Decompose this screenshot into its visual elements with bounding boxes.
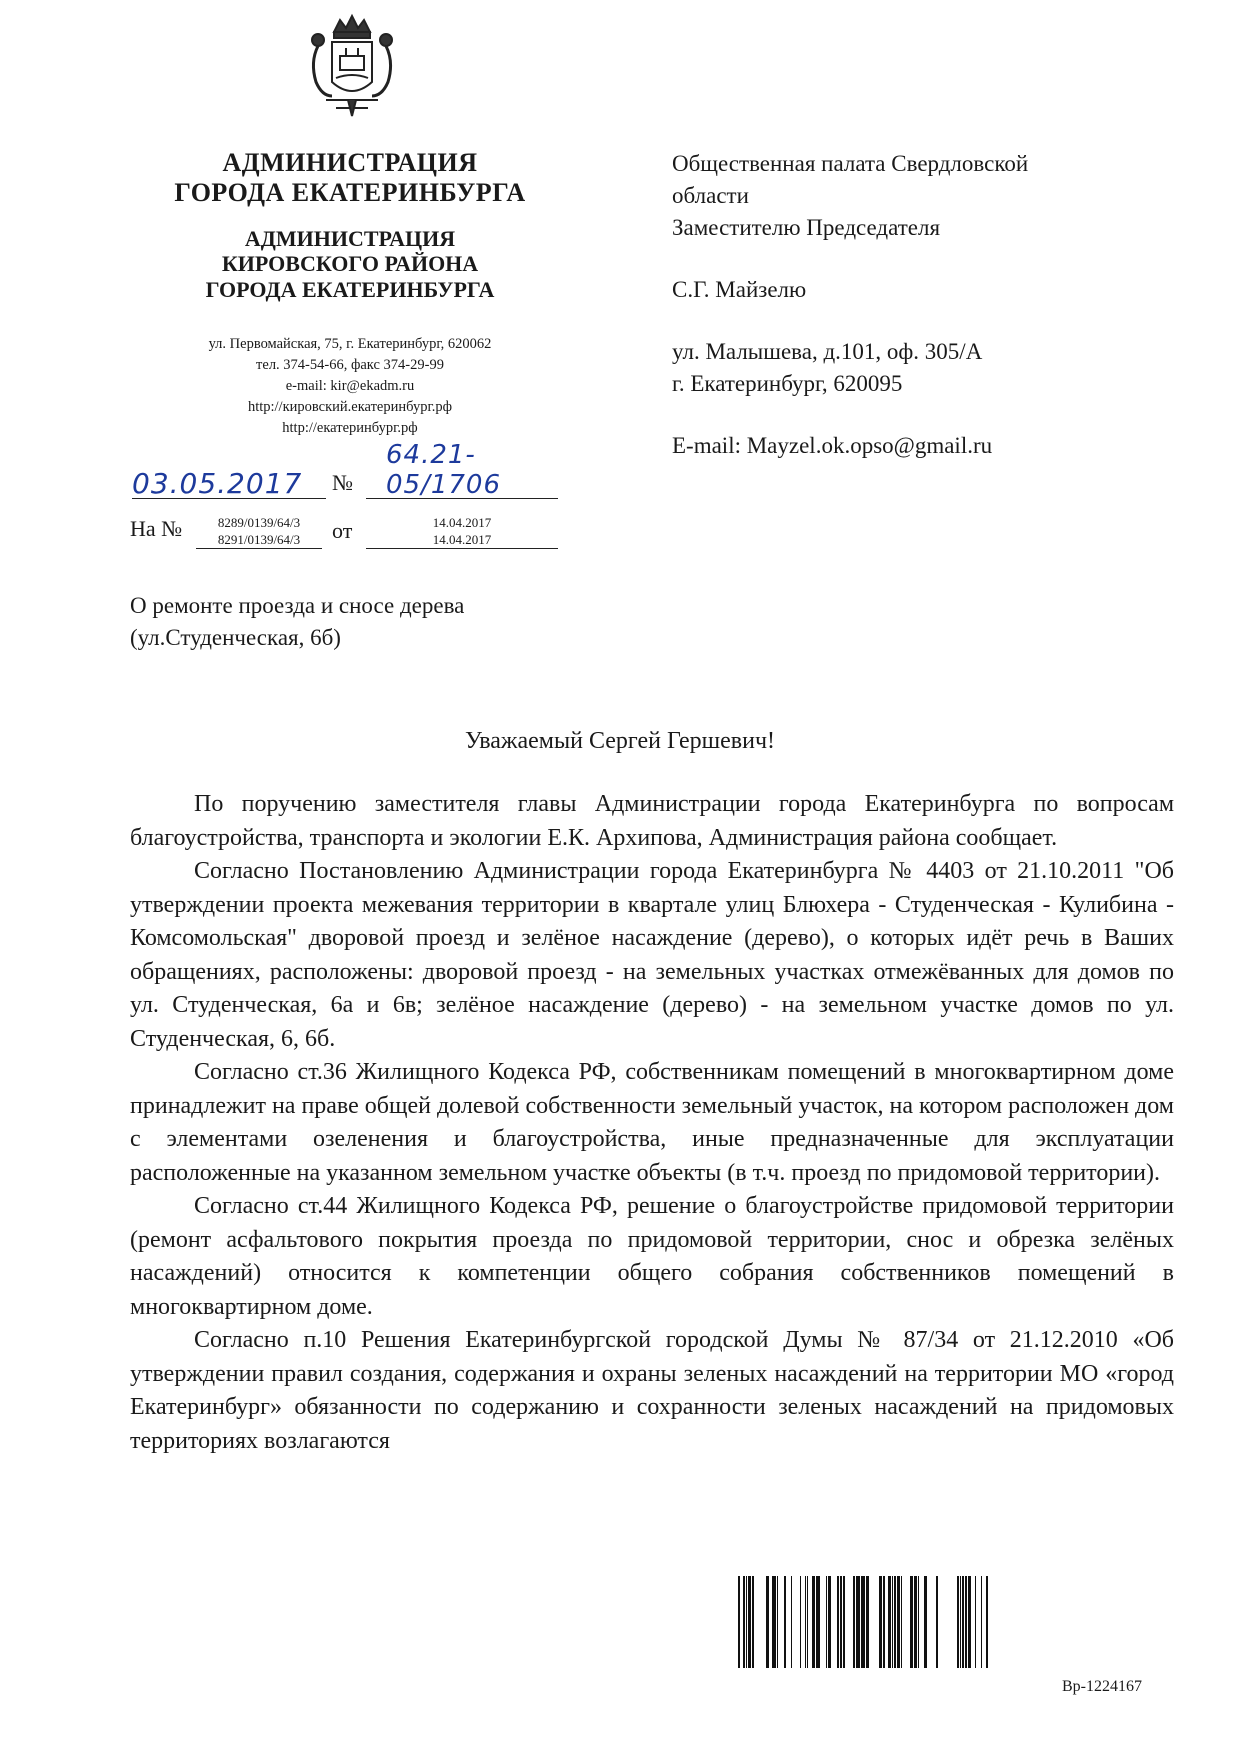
outgoing-number: 64.21-05/1706 (386, 440, 502, 500)
outgoing-number-field (366, 440, 558, 500)
barcode (738, 1576, 988, 1668)
subject-line-1: О ремонте проезда и сносе дерева (130, 593, 465, 618)
recipient-line-1: Общественная палата Свердловской (672, 151, 1029, 176)
body-paragraph-3: Согласно ст.36 Жилищного Кодекса РФ, собственникам помещений в многоквартирном доме принадлежит на праве общей долевой собственности земельный участок, на котором расположен дом с элементами озеленения и благоустройства, иные предназначенные для эксплуатации расположенные на указанном земельном участке объекты (в т.ч. проезд по придомовой территории). (130, 1059, 1174, 1186)
letter-body (130, 788, 1174, 1458)
org-address: ул. Первомайская, 75, г. Екатеринбург, 620062 (208, 336, 492, 352)
outgoing-date: 03.05.2017 (132, 467, 303, 500)
coat-of-arms-emblem (296, 12, 408, 122)
body-paragraph-5: Согласно п.10 Решения Екатеринбургской городской Думы № 87/34 от 21.12.2010 «Об утверждении правил создания, содержания и охраны зеленых насаждений на территории МО «город Екатеринбург» обязанности по содержанию и сохранности зеленых насаждений на придомовых территориях возлагаются (130, 1327, 1174, 1454)
sub-line-1: АДМИНИСТРАЦИЯ (244, 226, 456, 251)
org-email: e-mail: kir@ekadm.ru (285, 378, 415, 394)
org-url-2: http://екатеринбург.рф (282, 420, 418, 436)
org-line-2: ГОРОДА ЕКАТЕРИНБУРГА (174, 177, 526, 207)
org-header-district (110, 226, 590, 302)
body-paragraph-2: Согласно Постановлению Администрации города Екатеринбурга № 4403 от 21.10.2011 "Об утверждении проекта межевания территории в квартале улиц Блюхера - Студенческая - Кулибина - Комсомольская" дворовой проезд и зелёное насаждение (дерево), о которых идёт речь в Ваших обращениях, расположены: дворовой проезд - на земельных участках отмежёванных для домов по ул. Студенческая, 6а и 6в; зелёное насаждение (дерево) - на земельном участке домов по ул. Студенческая, 6, 6б. (130, 858, 1174, 1052)
body-paragraph-4: Согласно ст.44 Жилищного Кодекса РФ, решение о благоустройстве придомовой территории (ремонт асфальтового покрытия проезда по придомовой территории, снос и обрезка зелёных насаждений) относится к компетенции общего собрания собственников помещений в многоквартирном доме. (130, 1193, 1174, 1320)
registration-number: Вр-1224167 (1062, 1678, 1142, 1695)
org-header-city (110, 148, 590, 208)
sub-line-3: ГОРОДА ЕКАТЕРИНБУРГА (205, 276, 495, 302)
recipient-email: E-mail: Mayzel.ok.opso@gmail.ru (672, 433, 993, 458)
ref-label: На № (130, 516, 183, 541)
org-phone: тел. 374-54-66, факс 374-29-99 (256, 357, 444, 373)
ref-date-1: 14.04.2017 (432, 515, 492, 530)
greeting: Уважаемый Сергей Гершевич! (464, 728, 776, 754)
recipient-line-2: области (672, 183, 749, 208)
letter-subject (130, 590, 464, 654)
ref-date-2: 14.04.2017 (432, 532, 492, 547)
body-paragraph-1: По поручению заместителя главы Администрации города Екатеринбурга по вопросам благоустройства, транспорта и экологии Е.К. Архипова, Администрация района сообщает. (130, 791, 1174, 851)
number-label: № (332, 470, 353, 495)
recipient-name: С.Г. Майзелю (672, 277, 807, 302)
recipient-city: г. Екатеринбург, 620095 (672, 371, 903, 396)
recipient-street: ул. Малышева, д.101, оф. 305/А (672, 339, 983, 364)
org-contacts (110, 334, 590, 439)
sub-line-2: КИРОВСКОГО РАЙОНА (221, 251, 479, 277)
subject-line-2: (ул.Студенческая, 6б) (130, 625, 341, 650)
ref-dates (366, 514, 558, 549)
org-line-1: АДМИНИСТРАЦИЯ (222, 148, 478, 177)
ref-numbers (196, 514, 322, 549)
outgoing-date-field (132, 468, 326, 499)
recipient-line-3: Заместителю Председателя (672, 215, 941, 240)
ref-number-1: 8289/0139/64/3 (217, 515, 301, 530)
ref-number-2: 8291/0139/64/3 (217, 532, 301, 547)
from-label: от (332, 518, 353, 543)
org-url-1: http://кировский.екатеринбург.рф (247, 399, 453, 415)
recipient-block (672, 148, 1192, 462)
